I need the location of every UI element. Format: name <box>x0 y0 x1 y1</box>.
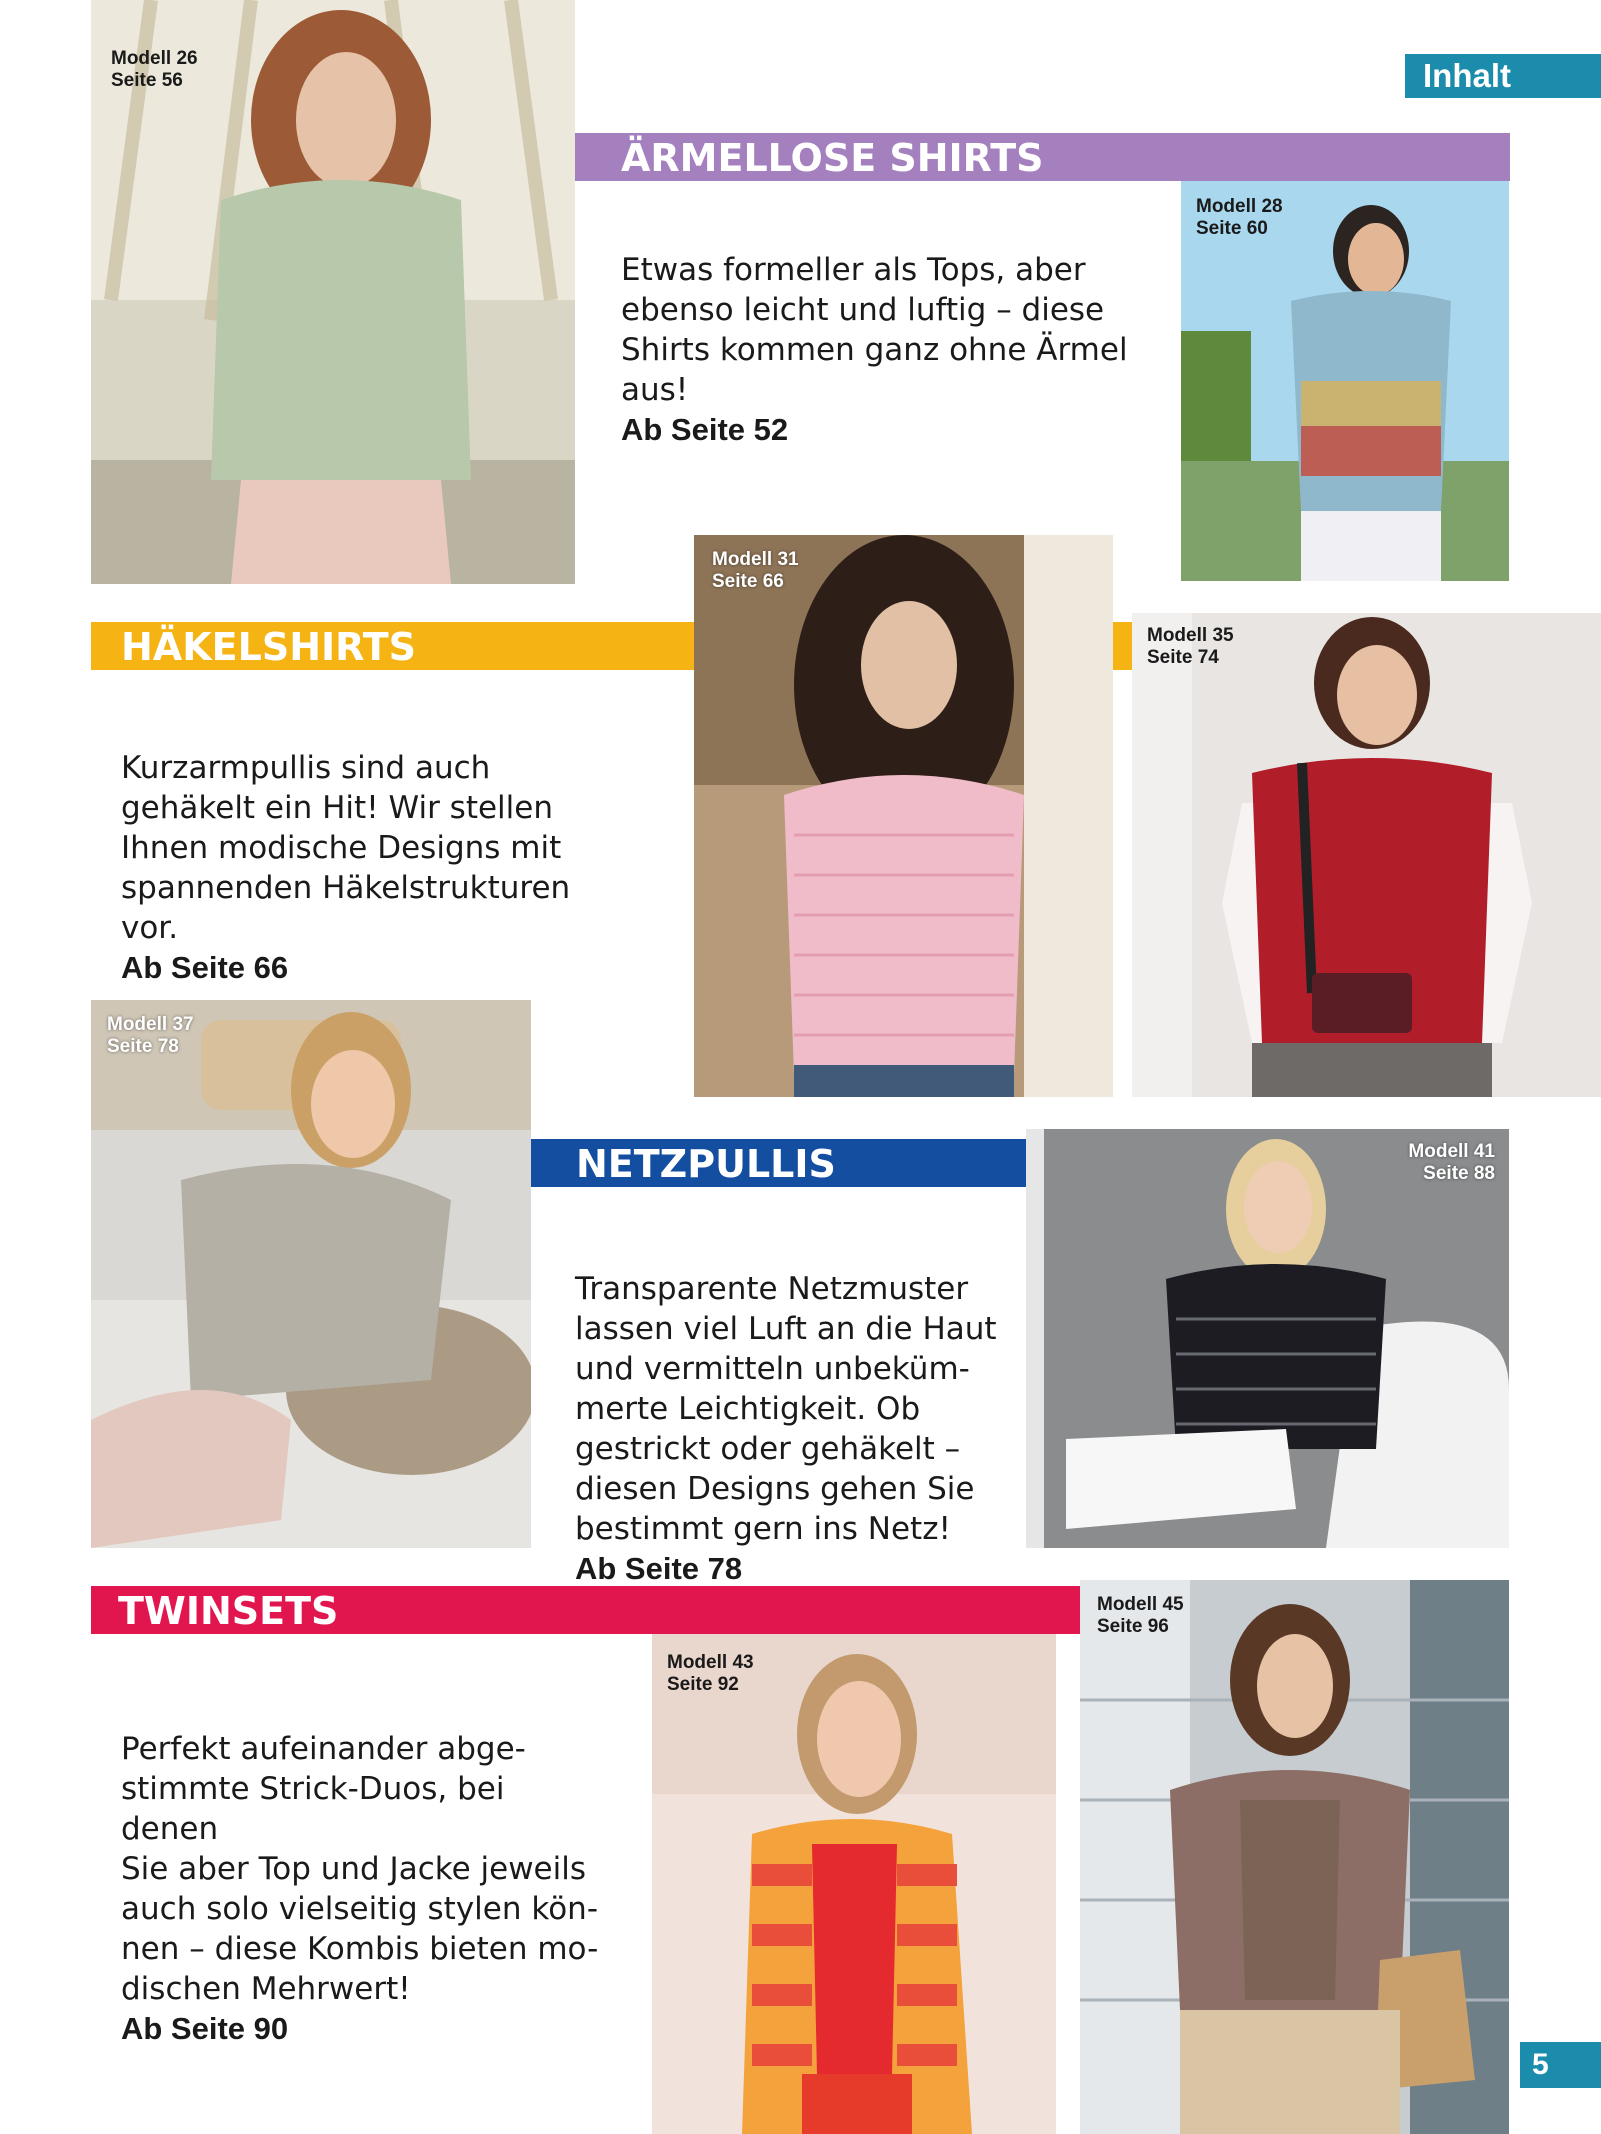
photo-modell-35 <box>1132 613 1601 1097</box>
photo-modell-41 <box>1026 1129 1509 1548</box>
section-text-netz <box>575 1229 1015 1629</box>
photo-caption: Modell 31 Seite 66 <box>712 549 799 592</box>
photo-caption: Modell 45 Seite 96 <box>1097 1594 1184 1637</box>
photo-caption: Modell 28 Seite 60 <box>1196 196 1283 239</box>
section-title-armellose: ÄRMELLOSE SHIRTS <box>575 133 1510 181</box>
photo-modell-43 <box>652 1634 1056 2134</box>
section-description: Kurzarmpullis sind auch gehäkelt ein Hit! Wir stellen Ihnen modische Designs mit spannenden Häkelstrukturen vor. <box>121 750 571 946</box>
photo-caption: Modell 41 Seite 88 <box>1408 1141 1495 1184</box>
section-page-ref: Ab Seite 66 <box>121 950 289 985</box>
photo-caption: Modell 37 Seite 78 <box>107 1014 194 1057</box>
section-text-twinsets <box>121 1689 601 2089</box>
photo-modell-31 <box>694 535 1113 1097</box>
section-bar-haekel-extension <box>1113 622 1132 670</box>
section-page-ref: Ab Seite 78 <box>575 1551 743 1586</box>
photo-modell-37 <box>91 1000 531 1548</box>
section-text-armellose <box>621 210 1141 490</box>
photo-modell-28 <box>1181 181 1509 581</box>
section-page-ref: Ab Seite 52 <box>621 412 789 447</box>
page-number: 5 <box>1520 2042 1601 2088</box>
photo-modell-45 <box>1080 1580 1509 2134</box>
section-title-netz: NETZPULLIS <box>531 1139 1026 1187</box>
section-text-haekel <box>121 708 641 1028</box>
section-description: Etwas formeller als Tops, aber ebenso leicht und luftig – diese Shirts kommen ganz ohne Ärmel aus! <box>621 252 1128 408</box>
section-tab-inhalt: Inhalt <box>1405 54 1601 98</box>
section-description: Perfekt aufeinander abge- stimmte Strick-Duos, bei denen Sie aber Top und Jacke jeweils auch solo vielseitig stylen kön- nen – diese Kombis bieten mo- dischen Mehrwert! <box>121 1731 599 2007</box>
section-page-ref: Ab Seite 90 <box>121 2011 289 2046</box>
section-description: Transparente Netzmuster lassen viel Luft an die Haut und vermitteln unbeküm- merte Leichtigkeit. Ob gestrickt oder gehäkelt – diesen Designs gehen Sie bestimmt gern ins Netz! <box>575 1271 997 1547</box>
photo-caption: Modell 43 Seite 92 <box>667 1652 754 1695</box>
photo-caption: Modell 26 Seite 56 <box>111 48 198 91</box>
photo-modell-26 <box>91 0 575 584</box>
section-title-haekel: HÄKELSHIRTS <box>91 622 694 670</box>
photo-caption: Modell 35 Seite 74 <box>1147 625 1234 668</box>
section-title-twinsets: TWINSETS <box>91 1586 1080 1634</box>
